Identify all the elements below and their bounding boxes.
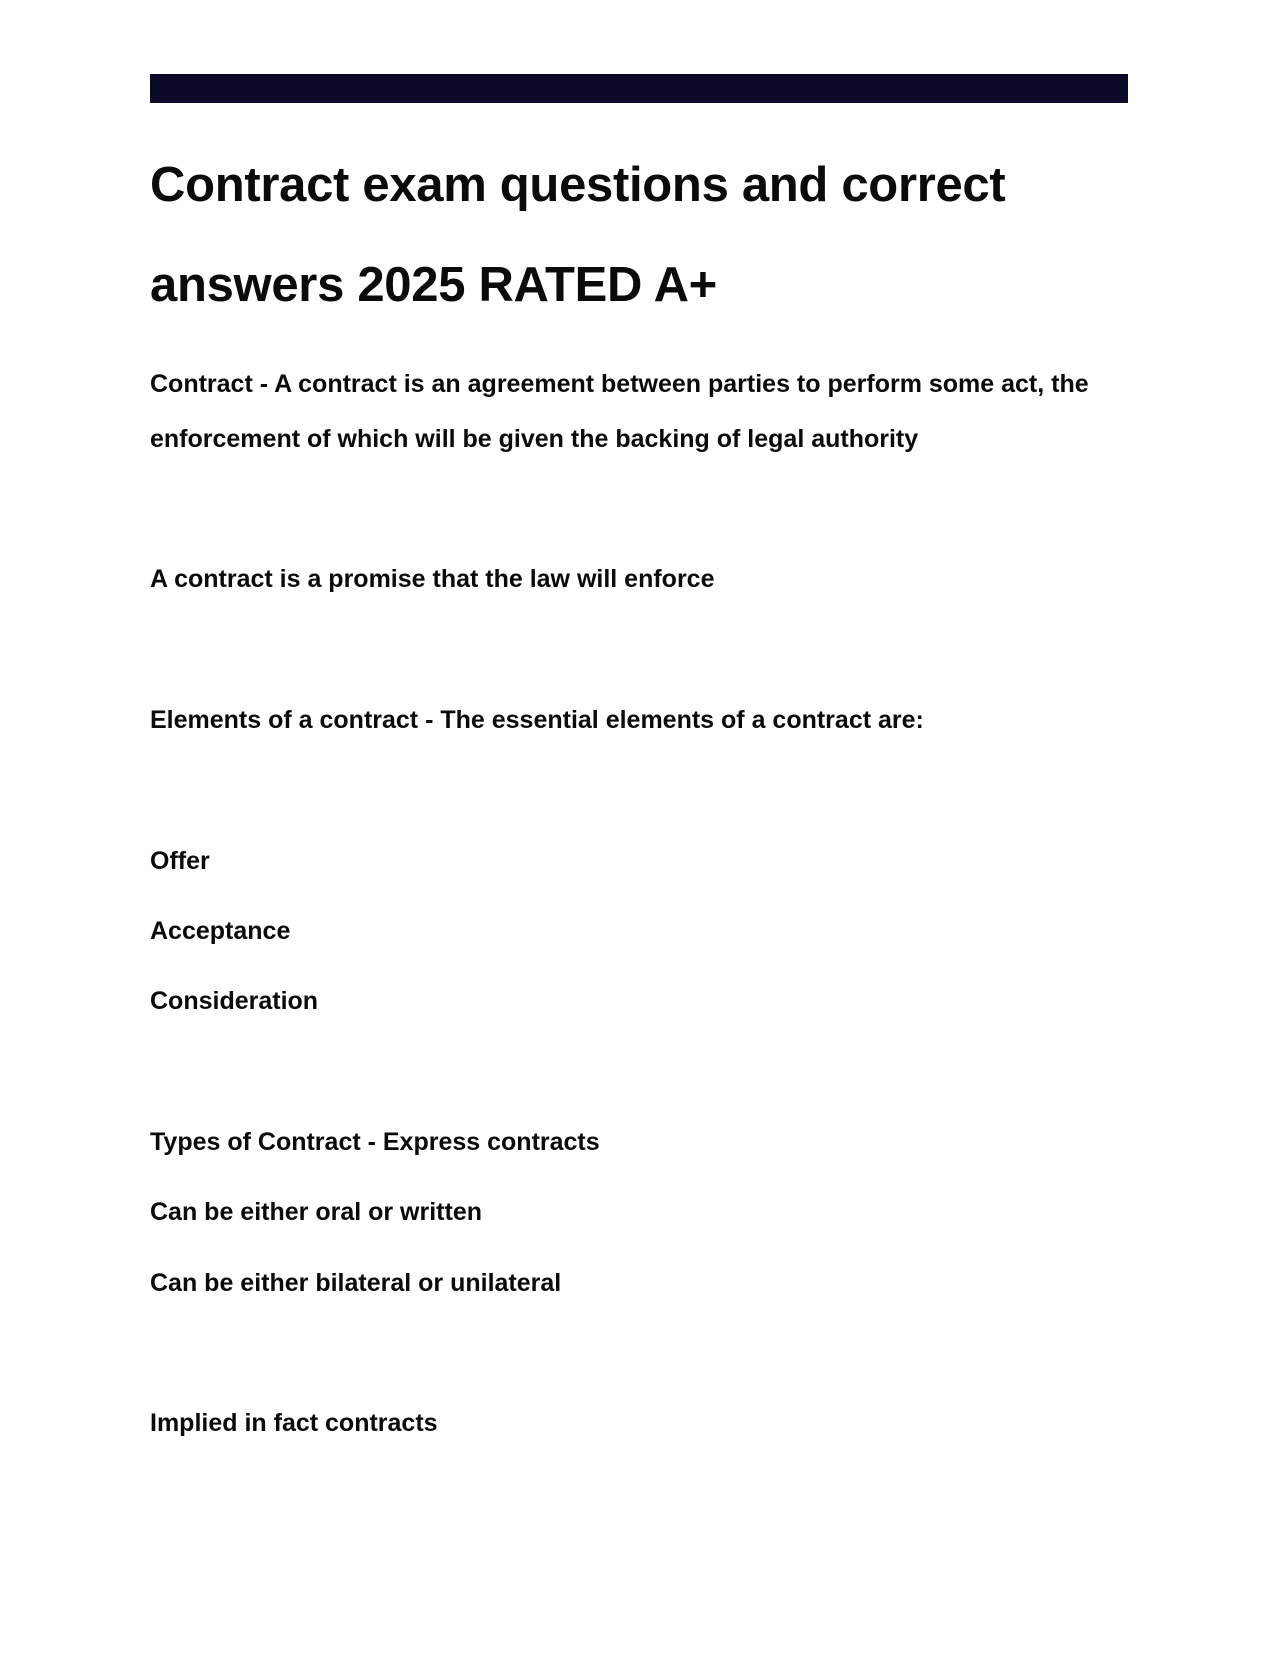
page-title-line-1: Contract exam questions and correct: [150, 158, 1006, 212]
paragraph-contract-definition-line-1: Contract - A contract is an agreement between parties to perform some act, the: [150, 370, 1089, 398]
list-item-offer: Offer: [150, 847, 210, 875]
paragraph-contract-promise: A contract is a promise that the law will enforce: [150, 565, 715, 593]
header-rule: [150, 74, 1128, 103]
list-item-bilateral-unilateral: Can be either bilateral or unilateral: [150, 1269, 562, 1297]
list-item-oral-written: Can be either oral or written: [150, 1198, 483, 1226]
paragraph-elements-heading: Elements of a contract - The essential elements of a contract are:: [150, 706, 924, 734]
paragraph-implied-in-fact: Implied in fact contracts: [150, 1409, 438, 1437]
list-item-acceptance: Acceptance: [150, 917, 291, 945]
paragraph-contract-definition-line-2: enforcement of which will be given the backing of legal authority: [150, 425, 919, 453]
paragraph-types-heading: Types of Contract - Express contracts: [150, 1128, 600, 1156]
list-item-consideration: Consideration: [150, 987, 319, 1015]
page-title-line-2: answers 2025 RATED A+: [150, 258, 717, 312]
